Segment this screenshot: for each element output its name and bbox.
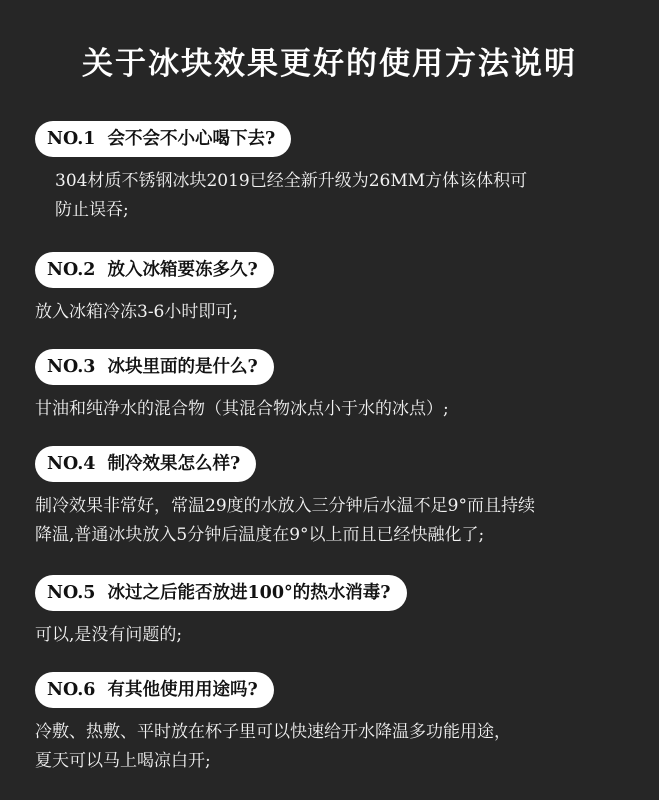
answer-text xyxy=(35,492,635,550)
question-number: NO.6 xyxy=(47,680,96,700)
question-text: 冰过之后能否放进100°的热水消毒? xyxy=(107,583,391,603)
answer-line: 放入冰箱冷冻3-6小时即可; xyxy=(35,302,239,322)
question-pill xyxy=(35,121,291,157)
question-text: 会不会不小心喝下去? xyxy=(107,129,276,149)
question-text: 有其他使用用途吗? xyxy=(107,680,258,700)
page-title: 关于冰块效果更好的使用方法说明 xyxy=(82,46,577,82)
question-number: NO.5 xyxy=(47,583,96,603)
answer-text xyxy=(35,395,635,424)
qa-item-2 xyxy=(35,252,635,327)
qa-item-3 xyxy=(35,349,635,424)
question-text: 放入冰箱要冻多久? xyxy=(107,260,258,280)
question-text: 冰块里面的是什么? xyxy=(107,357,258,377)
answer-line: 制冷效果非常好，常温29度的水放入三分钟后水温不足9°而且持续 xyxy=(35,496,535,516)
question-pill xyxy=(35,349,274,385)
answer-line: 防止误吞; xyxy=(55,200,129,220)
answer-line: 304材质不锈钢冰块2019已经全新升级为26MM方体该体积可 xyxy=(55,171,528,191)
question-number: NO.3 xyxy=(47,357,96,377)
qa-item-5 xyxy=(35,575,635,650)
answer-line: 降温,普通冰块放入5分钟后温度在9°以上而且已经快融化了; xyxy=(35,525,485,545)
answer-text xyxy=(35,718,635,776)
qa-item-6 xyxy=(35,672,635,776)
qa-item-1 xyxy=(35,121,635,225)
question-number: NO.4 xyxy=(47,454,96,474)
answer-line: 可以,是没有问题的; xyxy=(35,625,183,645)
answer-text xyxy=(35,621,635,650)
answer-line: 夏天可以马上喝凉白开; xyxy=(35,751,211,771)
question-text: 制冷效果怎么样? xyxy=(107,454,241,474)
question-pill xyxy=(35,575,407,611)
answer-line: 甘油和纯净水的混合物（其混合物冰点小于水的冰点）; xyxy=(35,399,449,419)
question-number: NO.1 xyxy=(47,129,96,149)
qa-item-4 xyxy=(35,446,635,550)
question-pill xyxy=(35,672,274,708)
question-pill xyxy=(35,252,274,288)
answer-text xyxy=(35,298,635,327)
question-pill xyxy=(35,446,256,482)
answer-line: 冷敷、热敷、平时放在杯子里可以快速给开水降温多功能用途， xyxy=(35,722,511,742)
question-number: NO.2 xyxy=(47,260,96,280)
answer-text xyxy=(35,167,635,225)
